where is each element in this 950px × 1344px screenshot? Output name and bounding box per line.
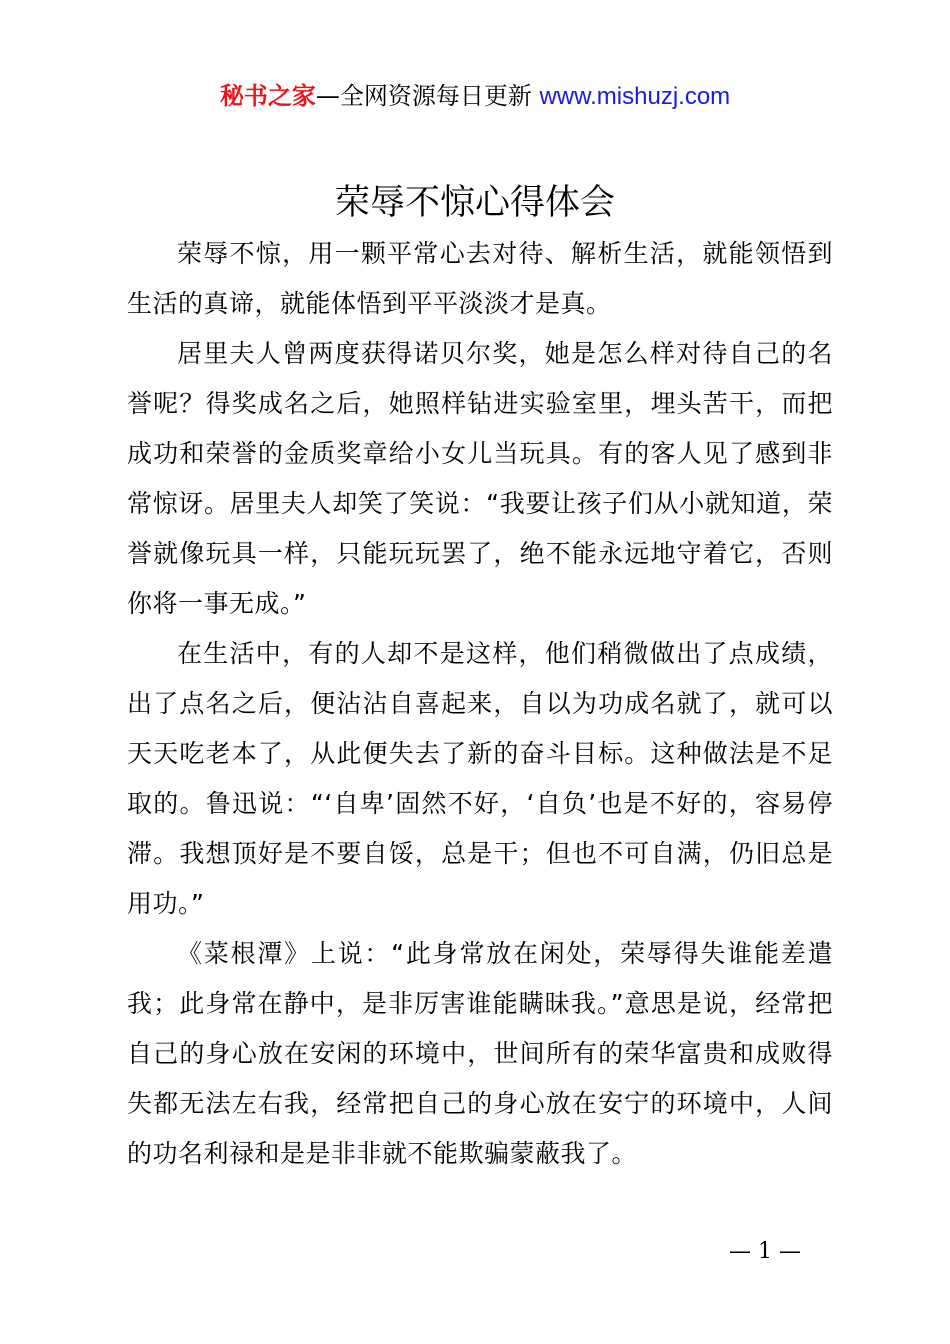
page-number: — 1 — bbox=[729, 1239, 801, 1264]
paragraph: 荣辱不惊，用一颗平常心去对待、解析生活，就能领悟到生活的真谛，就能体悟到平平淡淡才是真。 bbox=[127, 239, 833, 318]
paragraph: 居里夫人曾两度获得诺贝尔奖，她是怎么样对待自己的名誉呢？得奖成名之后，她照样钻进实验室里，埋头苦干，而把成功和荣誉的金质奖章给小女儿当玩具。有的客人见了感到非常惊讶。居里夫人却笑了笑说：“我要让孩子们从小就知道，荣誉就像玩具一样，只能玩玩罢了，绝不能永远地守着它，否则你将一事无成。” bbox=[127, 339, 833, 618]
paragraph: 在生活中，有的人却不是这样，他们稍微做出了点成绩，出了点名之后，便沾沾自喜起来，自以为功成名就了，就可以天天吃老本了，从此便失去了新的奋斗目标。这种做法是不足取的。鲁迅说：“‘自卑’固然不好，‘自负’也是不好的，容易停滞。我想顶好是不要自馁，总是干；但也不可自满，仍旧总是用功。” bbox=[127, 639, 833, 918]
document-title: 荣辱不惊心得体会 bbox=[334, 183, 615, 223]
brand-name: 秘书之家 bbox=[219, 82, 316, 110]
paragraph: 《菜根潭》上说：“此身常放在闲处，荣辱得失谁能差遣我；此身常在静中，是非厉害谁能瞒昧我。”意思是说，经常把自己的身心放在安闲的环境中，世间所有的荣华富贵和成败得失都无法左右我，经常把自己的身心放在安宁的环境中，人间的功名利禄和是是非非就不能欺骗蒙蔽我了。 bbox=[127, 939, 833, 1168]
site-url-link[interactable]: www.mishuzj.com bbox=[539, 83, 731, 110]
header-slogan: —全网资源每日更新 bbox=[315, 82, 540, 110]
site-header bbox=[0, 78, 950, 115]
document-body bbox=[127, 229, 833, 1179]
